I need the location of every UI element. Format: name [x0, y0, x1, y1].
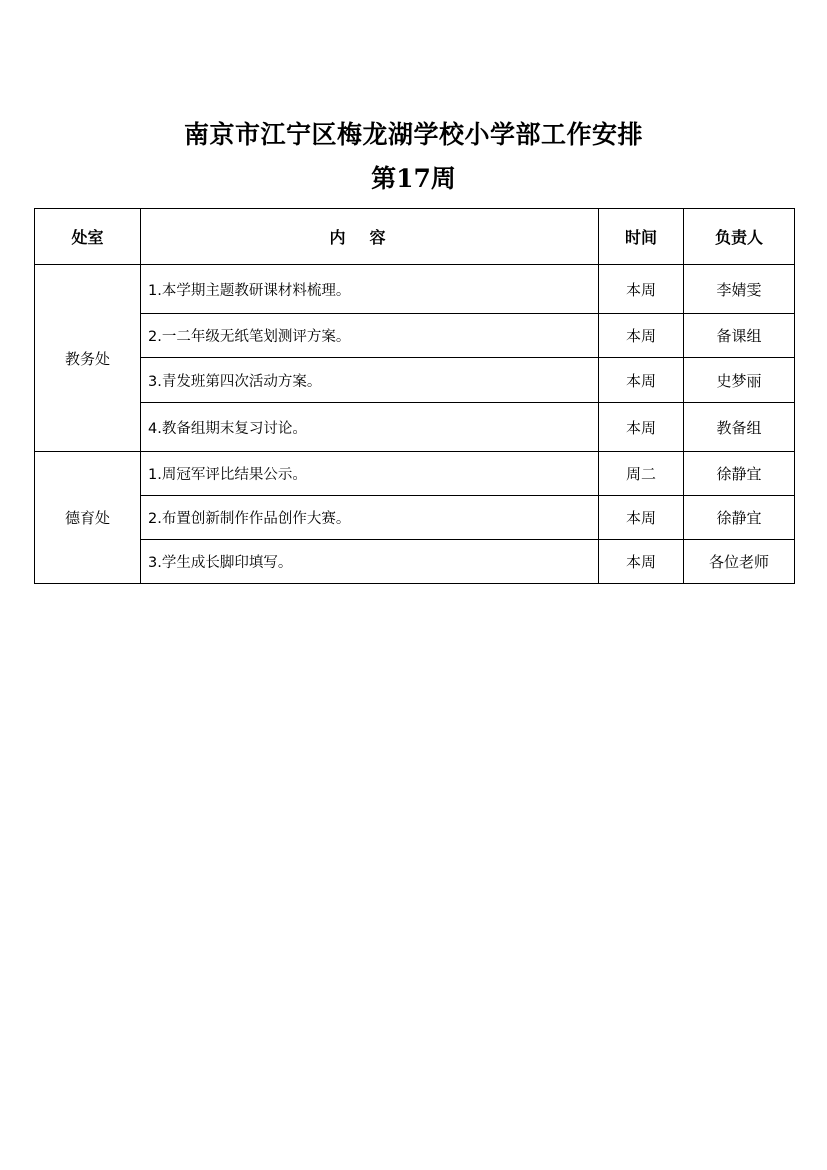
owner-cell: 备课组: [684, 314, 795, 358]
owner-cell: 教备组: [684, 403, 795, 452]
table-row: [35, 496, 795, 540]
work-schedule-table: [34, 208, 795, 584]
content-cell: 3.学生成长脚印填写。: [141, 540, 599, 584]
owner-cell: 李婧雯: [684, 265, 795, 314]
department-cell-academic: 教务处: [35, 265, 141, 452]
table-row: [35, 540, 795, 584]
content-cell: 1.周冠军评比结果公示。: [141, 452, 599, 496]
header-owner: 负责人: [684, 209, 795, 265]
table-row: [35, 452, 795, 496]
time-cell: 本周: [599, 314, 684, 358]
content-cell: 3.青发班第四次活动方案。: [141, 358, 599, 403]
department-cell-moral: 德育处: [35, 452, 141, 584]
time-cell: 周二: [599, 452, 684, 496]
document-title: 南京市江宁区梅龙湖学校小学部工作安排: [183, 120, 643, 149]
time-cell: 本周: [599, 403, 684, 452]
time-cell: 本周: [599, 358, 684, 403]
owner-cell: 徐静宜: [684, 452, 795, 496]
owner-cell: 各位老师: [684, 540, 795, 584]
content-cell: 4.教备组期末复习讨论。: [141, 403, 599, 452]
time-cell: 本周: [599, 496, 684, 540]
content-cell: 2.布置创新制作作品创作大赛。: [141, 496, 599, 540]
content-cell: 1.本学期主题教研课材料梳理。: [141, 265, 599, 314]
header-department: 处室: [35, 209, 141, 265]
table-row: [35, 314, 795, 358]
table-row: [35, 403, 795, 452]
table-row: [35, 265, 795, 314]
content-cell: 2.一二年级无纸笔划测评方案。: [141, 314, 599, 358]
table-row: [35, 358, 795, 403]
owner-cell: 史梦丽: [684, 358, 795, 403]
document-subtitle: 第17周: [371, 164, 456, 193]
header-time: 时间: [599, 209, 684, 265]
time-cell: 本周: [599, 265, 684, 314]
owner-cell: 徐静宜: [684, 496, 795, 540]
table-header-row: [35, 209, 795, 265]
header-content: 内容: [141, 209, 599, 265]
time-cell: 本周: [599, 540, 684, 584]
